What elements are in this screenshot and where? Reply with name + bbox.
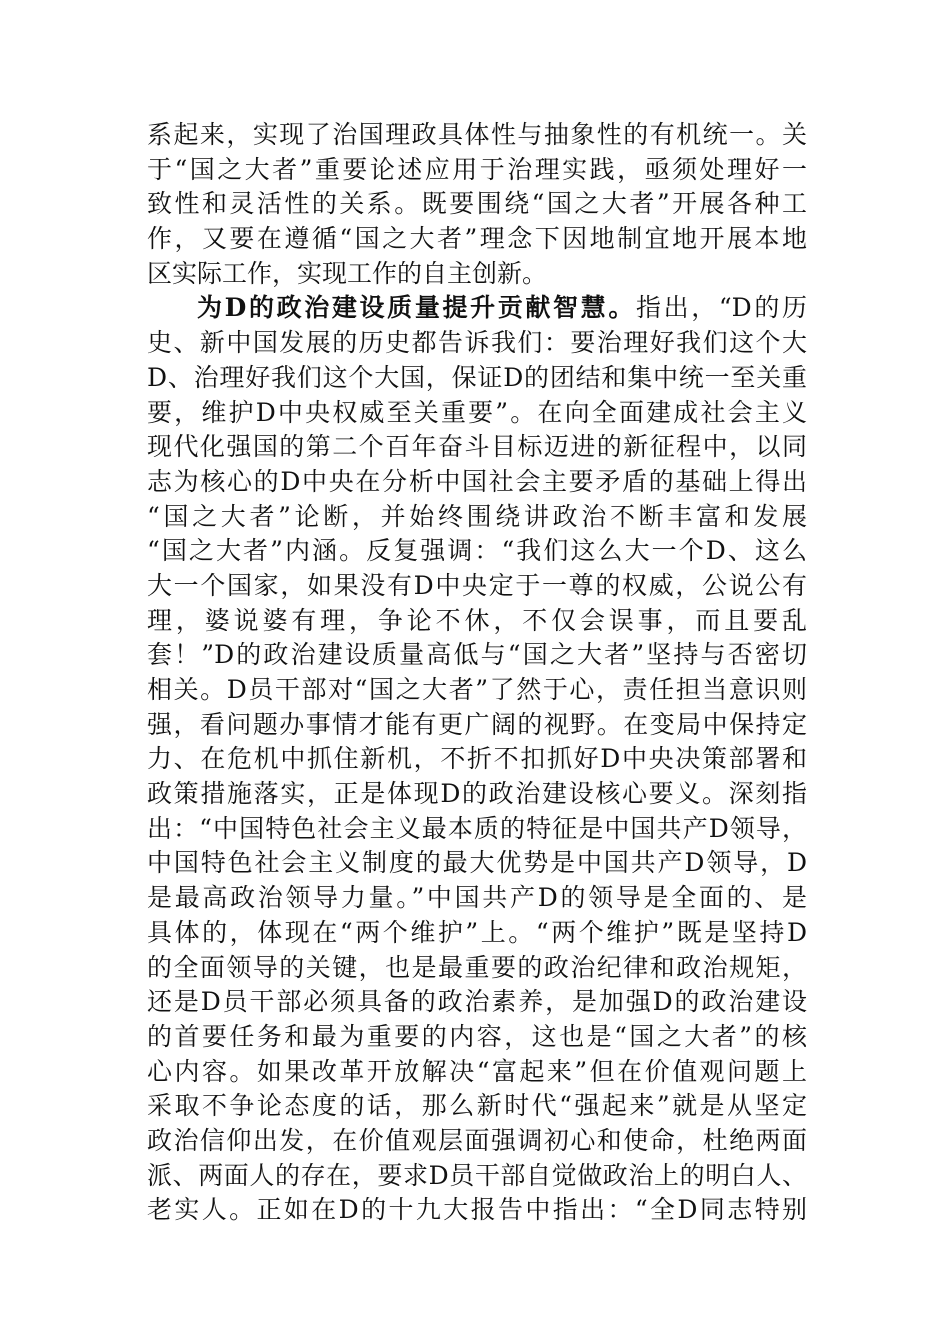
paragraph-line: 志为核心的D中央在分析中国社会主要矛盾的基础上得出	[147, 466, 807, 496]
paragraph-line: 派、两面人的存在，要求D员干部自觉做政治上的明白人、	[147, 1160, 807, 1190]
paragraph-line: 致性和灵活性的关系。既要围绕“国之大者”开展各种工	[147, 189, 807, 219]
paragraph-line: D、治理好我们这个大国，保证D的团结和集中统一至关重	[147, 362, 807, 392]
paragraph-line: 强，看问题办事情才能有更广阔的视野。在变局中保持定	[147, 709, 807, 739]
paragraph-line: 于“国之大者”重要论述应用于治理实践，亟须处理好一	[147, 154, 807, 184]
paragraph-line: 心内容。如果改革开放解决“富起来”但在价值观问题上	[147, 1056, 807, 1086]
paragraph-line: 的首要任务和最为重要的内容，这也是“国之大者”的核	[147, 1021, 807, 1051]
paragraph-line: 区实际工作，实现工作的自主创新。	[147, 258, 548, 288]
paragraph-line: 相关。D员干部对“国之大者”了然于心，责任担当意识则	[147, 675, 807, 704]
paragraph-first-line	[147, 291, 807, 326]
paragraph-line: “国之大者”内涵。反复强调：“我们这么大一个D、这么	[147, 536, 807, 566]
paragraph-line: 要，维护D中央权威至关重要”。在向全面建成社会主义	[147, 397, 807, 427]
paragraph-line: 理，婆说婆有理，争论不休，不仅会误事，而且要乱	[147, 605, 807, 635]
body-text	[147, 118, 807, 1228]
paragraph-line: 出：“中国特色社会主义最本质的特征是中国共产D领导，	[147, 813, 807, 843]
paragraph-line-rest: 指出，“D的历	[635, 293, 808, 323]
paragraph-line: 现代化强国的第二个百年奋斗目标迈进的新征程中，以同	[147, 432, 807, 462]
paragraph-line: 政治信仰出发，在价值观层面强调初心和使命，杜绝两面	[147, 1125, 807, 1155]
paragraph-line: 老实人。正如在D的十九大报告中指出：“全D同志特别	[147, 1195, 807, 1225]
paragraph-line: 采取不争论态度的话，那么新时代“强起来”就是从坚定	[147, 1091, 807, 1121]
paragraph-line: 史、新中国发展的历史都告诉我们：要治理好我们这个大	[147, 328, 807, 358]
paragraph-line: 是最高政治领导力量。”中国共产D的领导是全面的、是	[147, 883, 807, 913]
paragraph-line: 作，又要在遵循“国之大者”理念下因地制宜地开展本地	[147, 224, 807, 254]
paragraph-line: “国之大者”论断，并始终围绕讲政治不断丰富和发展	[147, 501, 807, 531]
paragraph-line: 中国特色社会主义制度的最大优势是中国共产D领导，D	[147, 848, 807, 878]
paragraph-line: 力、在危机中抓住新机，不折不扣抓好D中央决策部署和	[147, 744, 807, 774]
paragraph-line: 大一个国家，如果没有D中央定于一尊的权威，公说公有	[147, 570, 807, 600]
paragraph-line: 套！”D的政治建设质量高低与“国之大者”坚持与否密切	[147, 640, 807, 670]
paragraph-line: 系起来，实现了治国理政具体性与抽象性的有机统一。关	[147, 120, 807, 149]
paragraph-line: 具体的，体现在“两个维护”上。“两个维护”既是坚持D	[147, 917, 807, 947]
paragraph-line: 政策措施落实，正是体现D的政治建设核心要义。深刻指	[147, 779, 807, 809]
paragraph-line: 的全面领导的关键，也是最重要的政治纪律和政治规矩，	[147, 952, 807, 982]
paragraph-line: 还是D员干部必须具备的政治素养，是加强D的政治建设	[147, 987, 807, 1017]
section-heading: 为D的政治建设质量提升贡献智慧。	[197, 293, 636, 323]
